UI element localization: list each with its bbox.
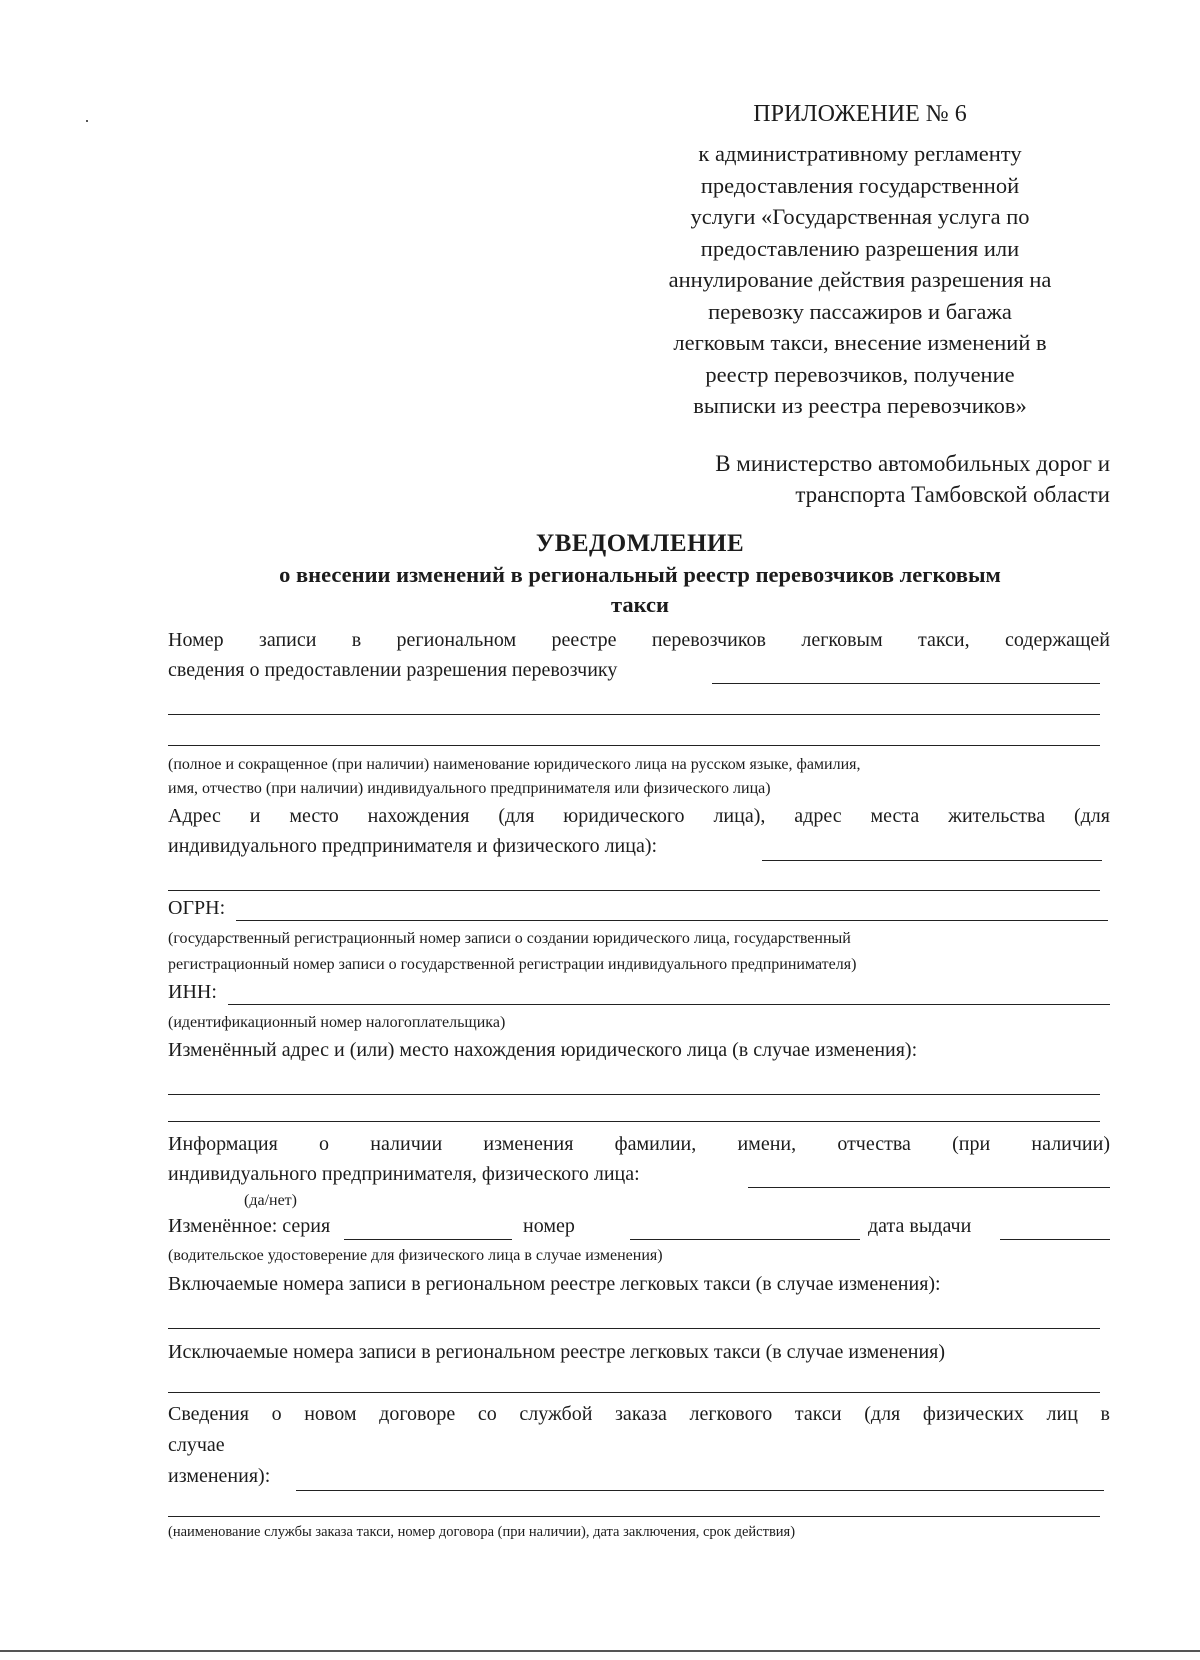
license-issue-date-label: дата выдачи	[868, 1215, 972, 1237]
license-number-label: номер	[523, 1215, 575, 1237]
scan-bottom-edge	[0, 1650, 1200, 1652]
contract-label-cont: случае	[168, 1434, 225, 1456]
license-series-field[interactable]	[344, 1239, 512, 1240]
appendix-line: выписки из реестра перевозчиков»	[693, 393, 1027, 418]
included-numbers-label: Включаемые номера записи в региональном реестре легковых такси (в случае изменения):	[168, 1273, 941, 1295]
appendix-title: ПРИЛОЖЕНИЕ № 6	[753, 101, 967, 127]
excluded-numbers-field[interactable]	[168, 1392, 1100, 1393]
document-subtitle-line: такси	[611, 592, 669, 617]
ogrn-hint-cont: регистрационный номер записи о государственной регистрации индивидуального предпринимателя)	[168, 956, 857, 973]
inn-hint: (идентификационный номер налогоплательщика)	[168, 1014, 506, 1031]
license-issue-date-field[interactable]	[1000, 1239, 1110, 1240]
inn-label: ИНН:	[168, 981, 217, 1003]
record-number-label-cont: сведения о предоставлении разрешения перевозчику	[168, 659, 618, 681]
appendix-block	[610, 98, 1110, 422]
license-hint: (водительское удостоверение для физического лица в случае изменения)	[168, 1247, 663, 1264]
contract-field-line2[interactable]	[168, 1516, 1100, 1517]
recipient-block	[560, 448, 1110, 510]
contract-label-end: изменения):	[168, 1465, 271, 1487]
changed-address-field[interactable]	[168, 1094, 1100, 1095]
appendix-line: предоставления государственной	[700, 172, 1020, 198]
appendix-line: аннулирование действия разрешения на	[668, 267, 1052, 292]
appendix-line: услуги «Государственная услуга по	[690, 204, 1030, 229]
recipient-line: транспорта Тамбовской области	[795, 482, 1110, 507]
address-label: Адрес и место нахождения (для юридического лица), адрес места жительства (для	[168, 805, 1110, 827]
recipient-line: В министерство автомобильных дорог и	[715, 451, 1110, 476]
excluded-numbers-label: Исключаемые номера записи в региональном реестре легковых такси (в случае изменения)	[168, 1341, 946, 1363]
scan-speck	[86, 120, 88, 122]
name-change-label-cont: индивидуального предпринимателя, физического лица:	[168, 1163, 640, 1185]
changed-series-label: Изменённое: серия	[168, 1215, 331, 1237]
inn-field[interactable]	[228, 1004, 1110, 1005]
appendix-line: перевозку пассажиров и багажа	[708, 298, 1012, 324]
included-numbers-field[interactable]	[168, 1328, 1100, 1329]
changed-address-field-line2[interactable]	[168, 1121, 1100, 1122]
license-number-field[interactable]	[630, 1239, 860, 1240]
appendix-line: предоставлению разрешения или	[700, 235, 1020, 261]
appendix-line: к административному регламенту	[698, 141, 1022, 166]
document-heading	[160, 528, 1120, 620]
name-change-label: Информация о наличии изменения фамилии, имени, отчества (при наличии)	[168, 1133, 1110, 1155]
address-field[interactable]	[762, 860, 1102, 861]
ogrn-label: ОГРН:	[168, 897, 226, 919]
address-label-cont: индивидуального предпринимателя и физического лица):	[168, 835, 658, 857]
contract-label: Сведения о новом договоре со службой заказа легкового такси (для физических лиц в	[168, 1403, 1110, 1425]
yes-no-hint: (да/нет)	[244, 1192, 297, 1209]
carrier-name-field-line2[interactable]	[168, 745, 1100, 746]
contract-field[interactable]	[296, 1490, 1104, 1491]
ogrn-field[interactable]	[236, 920, 1108, 921]
address-field-line2[interactable]	[168, 890, 1100, 891]
document-subtitle-line: о внесении изменений в региональный реестр перевозчиков легковым	[279, 562, 1001, 587]
appendix-line: реестр перевозчиков, получение	[705, 361, 1015, 387]
carrier-name-field[interactable]	[168, 714, 1100, 715]
contract-hint: (наименование службы заказа такси, номер договора (при наличии), дата заключения, срок действия)	[168, 1524, 796, 1540]
record-number-field[interactable]	[712, 683, 1100, 684]
appendix-line: легковым такси, внесение изменений в	[673, 330, 1047, 355]
carrier-name-hint-cont: имя, отчество (при наличии) индивидуального предпринимателя или физического лица)	[168, 780, 771, 797]
record-number-label: Номер записи в региональном реестре перевозчиков легковым такси, содержащей	[168, 629, 1110, 651]
changed-address-label: Изменённый адрес и (или) место нахождения юридического лица (в случае изменения):	[168, 1039, 918, 1061]
name-change-field[interactable]	[748, 1187, 1110, 1188]
document-title: УВЕДОМЛЕНИЕ	[535, 530, 745, 557]
carrier-name-hint: (полное и сокращенное (при наличии) наименование юридического лица на русском языке, фамилия,	[168, 756, 861, 773]
ogrn-hint: (государственный регистрационный номер записи о создании юридического лица, государственный	[168, 930, 851, 947]
